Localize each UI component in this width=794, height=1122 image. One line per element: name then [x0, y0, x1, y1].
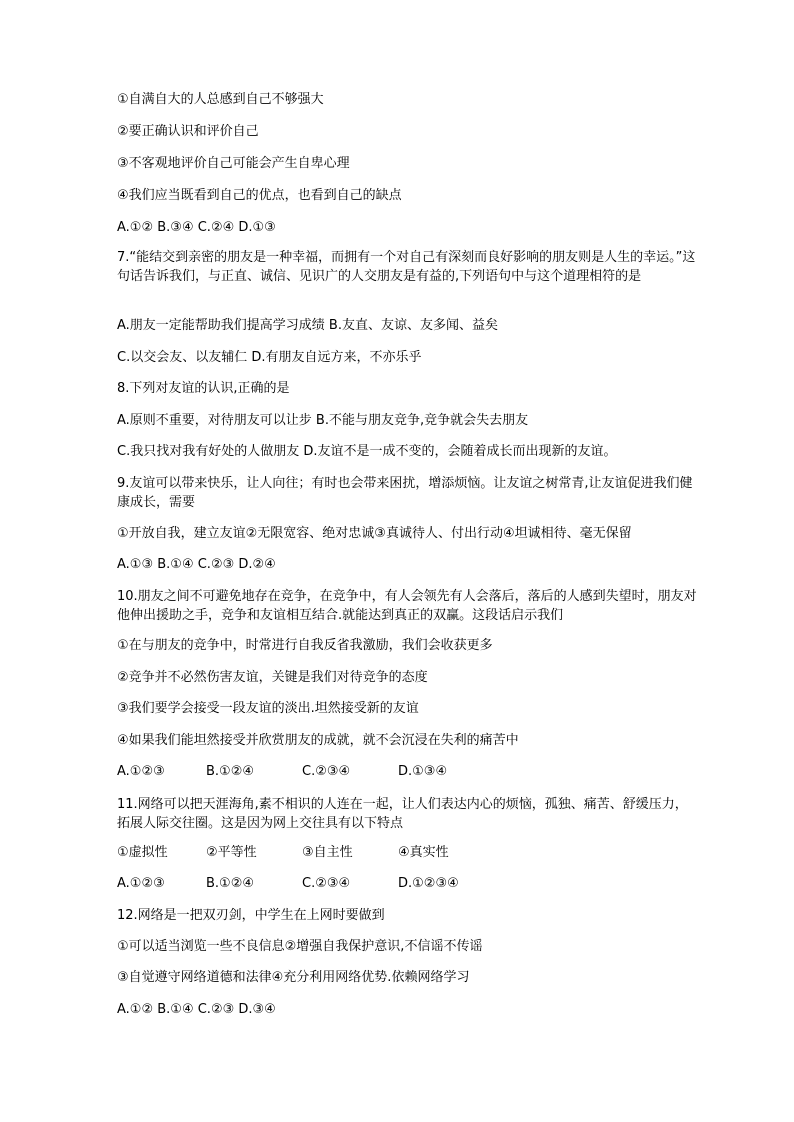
- question-9-statements: ①开放自我，建立友谊②无限宽容、绝对忠诚③真诚待人、付出行动④坦诚相待、毫无保留: [117, 526, 632, 541]
- question-12: 12.网络是一把双刃剑，中学生在上网时要做到: [117, 908, 385, 923]
- statement-1: ①虚拟性: [117, 845, 168, 860]
- statement-1: ①自满自大的人总感到自己不够强大: [117, 92, 324, 107]
- statement-4: ④我们应当既看到自己的优点，也看到自己的缺点: [117, 188, 402, 203]
- question-7-options-ab: A.朋友一定能帮助我们提高学习成绩 B.友直、友谅、友多闻、益矣: [117, 318, 498, 333]
- statement-3: ③自主性: [302, 845, 353, 860]
- option-b: B.①②④: [206, 764, 255, 779]
- question-12-statements-2: ③自觉遵守网络道德和法律④充分利用网络优势.依赖网络学习: [117, 970, 470, 985]
- answer-options: A.①② B.③④ C.②④ D.①③: [117, 220, 276, 235]
- question-10-statement-3: ③我们要学会接受一段友谊的淡出.坦然接受新的友谊: [117, 701, 419, 716]
- question-10-statement-2: ②竞争并不必然伤害友谊，关键是我们对待竞争的态度: [117, 670, 428, 685]
- question-11: 11.网络可以把天涯海角,素不相识的人连在一起，让人们表达内心的烦恼，孤独、痛苦、舒缓压力，拓展人际交往圈。这是因为网上交往具有以下特点: [117, 797, 688, 831]
- question-8-options-ab: A.原则不重要，对待朋友可以让步 B.不能与朋友竞争,竞争就会失去朋友: [117, 413, 529, 428]
- option-d: D.①③④: [398, 764, 448, 779]
- question-7: 7.“能结交到亲密的朋友是一种幸福，而拥有一个对自己有深刻而良好影响的朋友则是人生的幸运。”这句话告诉我们，与正直、诚信、见识广的人交朋友是有益的,下列语句中与这个道理相符的是: [117, 250, 696, 284]
- question-8-options-cd: C.我只找对我有好处的人做朋友 D.友谊不是一成不变的，会随着成长而出现新的友谊。: [117, 444, 617, 459]
- question-10: 10.朋友之间不可避免地存在竞争，在竞争中，有人会领先有人会落后，落后的人感到失望时，朋友对他伸出援助之手，竞争和友谊相互结合.就能达到真正的双赢。这段话启示我们: [117, 589, 697, 623]
- statement-2: ②要正确认识和评价自己: [117, 124, 259, 139]
- question-8: 8.下列对友谊的认识,正确的是: [117, 381, 290, 396]
- question-10-statement-1: ①在与朋友的竞争中，时常进行自我反省我激励，我们会收获更多: [117, 638, 493, 653]
- question-11-options: [117, 876, 697, 892]
- question-10-statement-4: ④如果我们能坦然接受并欣赏朋友的成就，就不会沉浸在失利的痛苦中: [117, 733, 519, 748]
- question-12-options: A.①② B.①④ C.②③ D.③④: [117, 1002, 276, 1017]
- question-7-options-cd: C.以交会友、以友辅仁 D.有朋友自远方来，不亦乐乎: [117, 350, 422, 365]
- option-c: C.②③④: [302, 876, 351, 891]
- question-10-options: [117, 764, 697, 780]
- option-d: D.①②③④: [398, 876, 459, 891]
- statement-2: ②平等性: [206, 845, 257, 860]
- statement-3: ③不客观地评价自己可能会产生自卑心理: [117, 156, 350, 171]
- question-9: 9.友谊可以带来快乐，让人向往；有时也会带来困扰，增添烦恼。让友谊之树常青,让友谊促进我们健康成长，需要: [117, 476, 693, 510]
- question-12-statements-1: ①可以适当浏览一些不良信息②增强自我保护意识,不信谣不传谣: [117, 939, 483, 954]
- option-a: A.①②③: [117, 876, 165, 891]
- question-9-options: A.①③ B.①④ C.②③ D.②④: [117, 557, 276, 572]
- statement-4: ④真实性: [398, 845, 449, 860]
- question-11-statements: [117, 845, 697, 861]
- option-a: A.①②③: [117, 764, 165, 779]
- option-b: B.①②④: [206, 876, 255, 891]
- option-c: C.②③④: [302, 764, 351, 779]
